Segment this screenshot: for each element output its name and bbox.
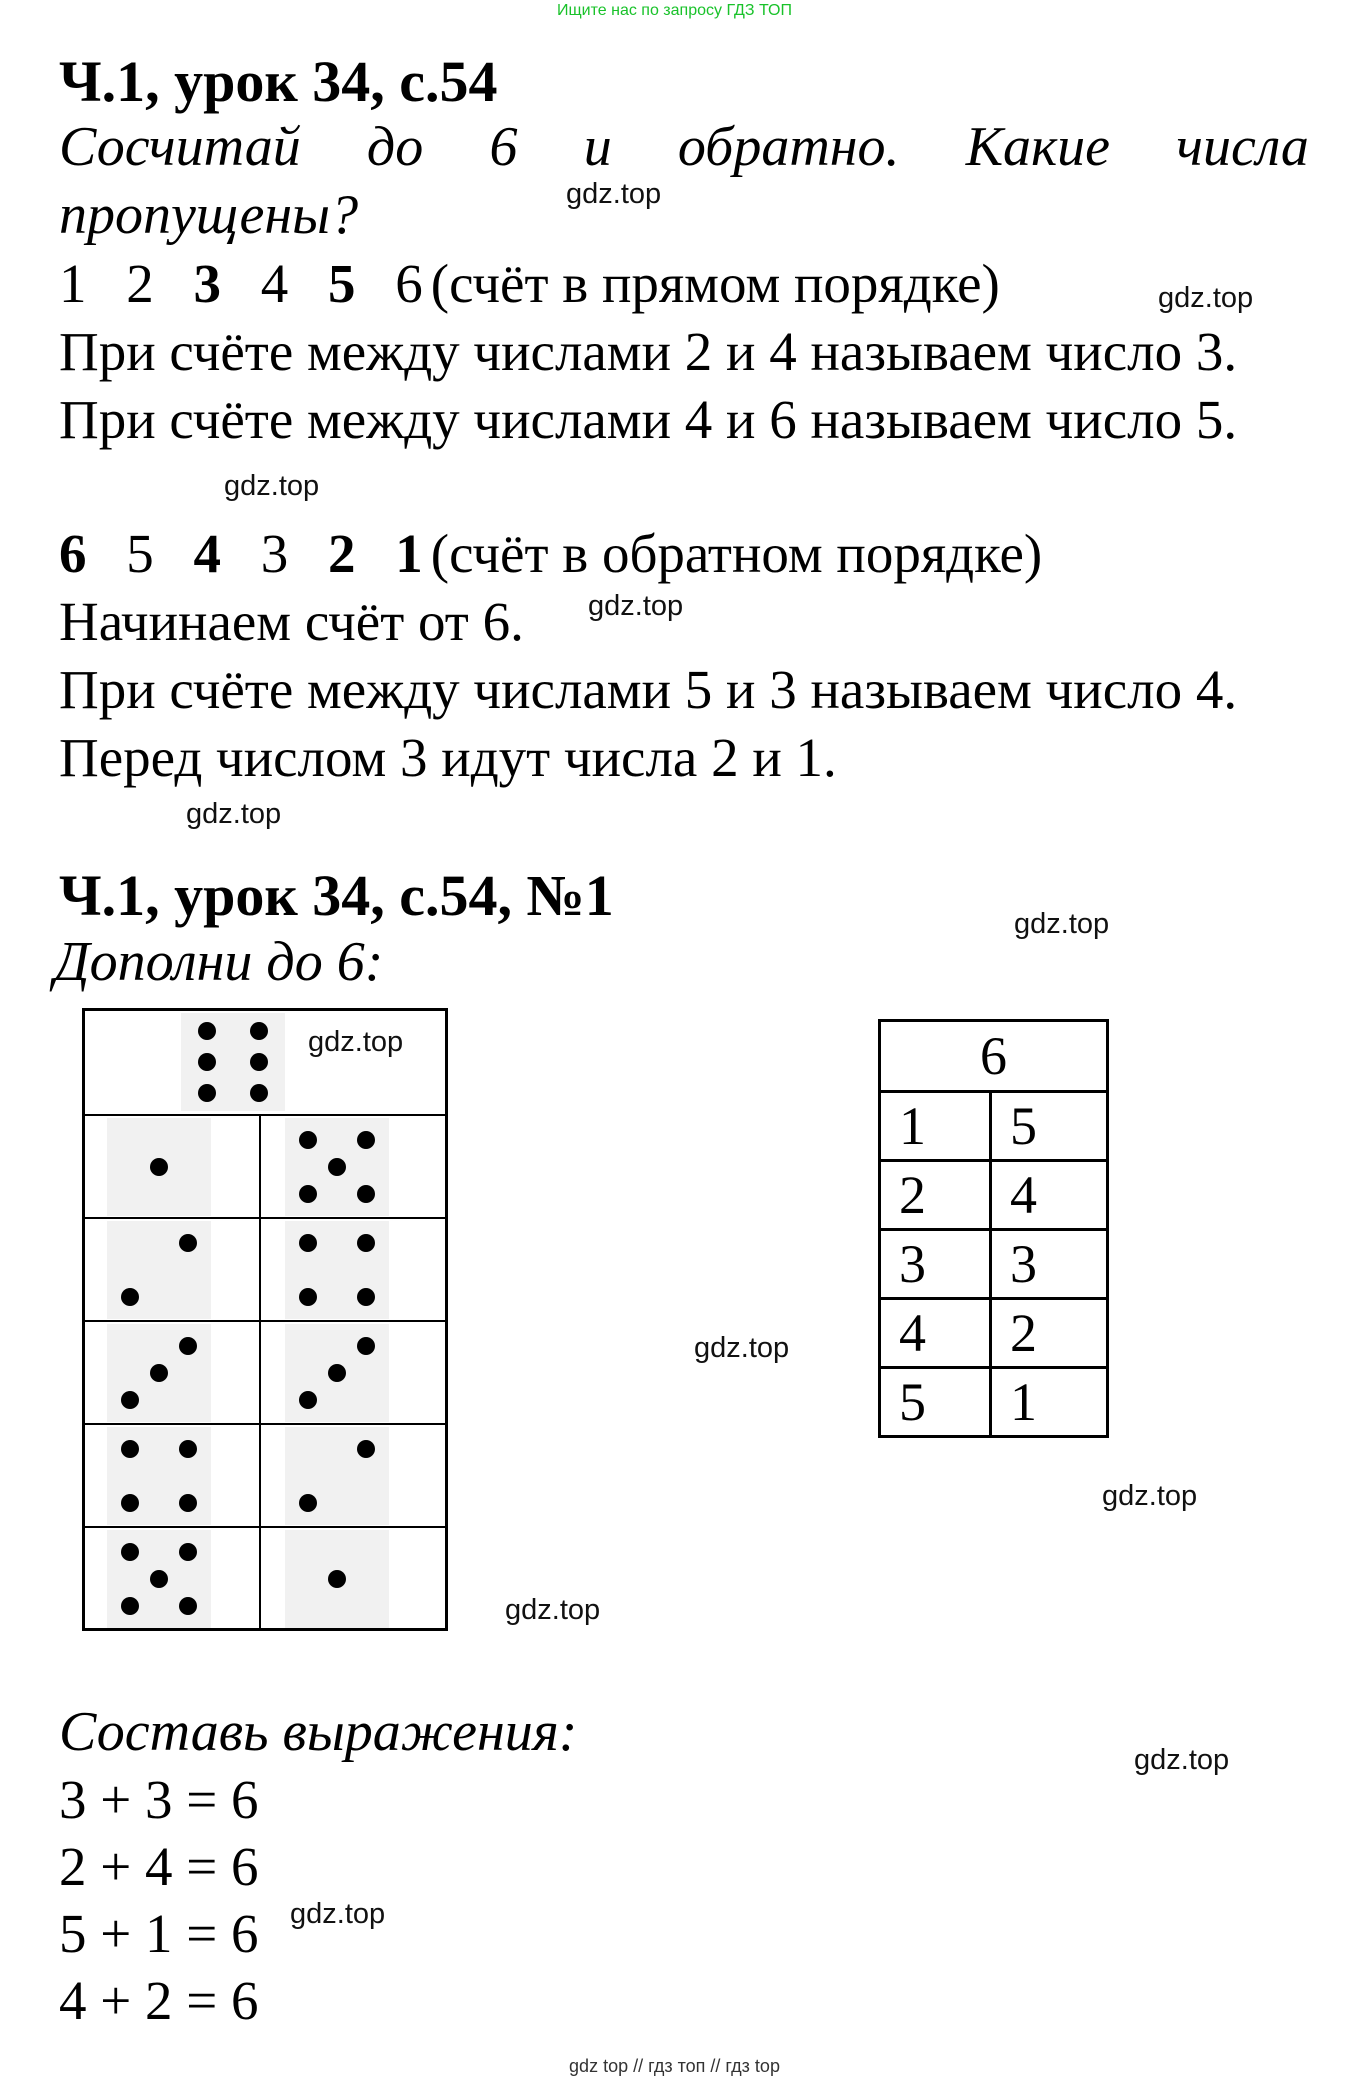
watermark: gdz.top (1134, 1744, 1230, 1776)
dice-divider (259, 1219, 261, 1322)
task-word: числа (1176, 116, 1309, 178)
explain-line-a: При счёте между числами 2 и 4 называем число 3. (59, 321, 1238, 382)
expression: 2 + 4 = 6 (59, 1836, 259, 1897)
die-4-icon (107, 1427, 211, 1525)
backward-sequence (59, 522, 1042, 585)
explain-line-c: Начинаем счёт от 6. (59, 591, 524, 652)
die-pip (121, 1440, 139, 1458)
dice-row (85, 1423, 445, 1528)
watermark: gdz.top (224, 470, 320, 502)
die-pip (299, 1391, 317, 1409)
table-cell: 5 (880, 1368, 991, 1437)
dice-row (85, 1320, 445, 1425)
table-row (880, 1161, 1108, 1230)
section2-heading: Ч.1, урок 34, с.54, №1 (59, 863, 614, 928)
die-pip (150, 1158, 168, 1176)
die-pip (357, 1234, 375, 1252)
die-4-icon (285, 1221, 389, 1319)
seq-number: 5 (126, 523, 154, 584)
die-5-icon (285, 1118, 389, 1216)
footer: gdz top // гдз топ // гдз top (569, 2056, 780, 2076)
die-pip (121, 1494, 139, 1512)
die-pip (299, 1185, 317, 1203)
die-5-icon (107, 1530, 211, 1628)
dice-row (85, 1526, 445, 1631)
die-pip (121, 1391, 139, 1409)
table-cell: 4 (880, 1299, 991, 1368)
table-row (880, 1230, 1108, 1299)
die-pip (250, 1053, 268, 1071)
expression: 3 + 3 = 6 (59, 1769, 259, 1830)
die-pip (150, 1364, 168, 1382)
die-pip (328, 1570, 346, 1588)
forward-note: (счёт в прямом порядке) (430, 253, 1000, 314)
die-pip (150, 1570, 168, 1588)
die-1-icon (285, 1530, 389, 1628)
die-1-icon (107, 1118, 211, 1216)
seq-number-missing: 4 (193, 523, 221, 584)
task-line-2: пропущены? (59, 184, 359, 246)
section2-task: Дополни до 6: (54, 931, 384, 993)
expression: 4 + 2 = 6 (59, 1970, 259, 2031)
watermark: gdz.top (308, 1026, 404, 1058)
watermark: gdz.top (1158, 282, 1254, 314)
seq-number: 2 (126, 253, 154, 314)
dice-divider (259, 1116, 261, 1219)
explain-line-d: При счёте между числами 5 и 3 называем число 4. (59, 659, 1238, 720)
task-word: и (583, 116, 612, 178)
die-pip (179, 1337, 197, 1355)
seq-number-missing: 6 (59, 523, 87, 584)
complement-table (878, 1019, 1109, 1438)
watermark: gdz.top (1102, 1480, 1198, 1512)
die-pip (328, 1158, 346, 1176)
table-cell: 2 (880, 1161, 991, 1230)
die-2-icon (285, 1427, 389, 1525)
table-cell: 2 (991, 1299, 1108, 1368)
task-word: до (366, 116, 424, 178)
die-pip (357, 1440, 375, 1458)
forward-sequence (59, 252, 1000, 315)
watermark: gdz.top (1014, 908, 1110, 940)
die-3-icon (285, 1324, 389, 1422)
die-pip (357, 1288, 375, 1306)
dice-row (85, 1217, 445, 1322)
dice-divider (259, 1322, 261, 1425)
task-word: Сосчитай (59, 116, 301, 178)
seq-number: 1 (59, 253, 87, 314)
seq-number-missing: 1 (395, 523, 423, 584)
die-pip (357, 1185, 375, 1203)
table-row (880, 1299, 1108, 1368)
die-6-icon (181, 1013, 285, 1111)
die-pip (250, 1084, 268, 1102)
task-word: 6 (489, 116, 518, 178)
die-pip (299, 1494, 317, 1512)
die-pip (179, 1597, 197, 1615)
die-pip (198, 1053, 216, 1071)
table-row (880, 1092, 1108, 1161)
explain-line-e: Перед числом 3 идут числа 2 и 1. (59, 727, 837, 788)
watermark: gdz.top (588, 590, 684, 622)
table-cell: 3 (991, 1230, 1108, 1299)
die-pip (299, 1131, 317, 1149)
die-pip (299, 1288, 317, 1306)
die-pip (198, 1022, 216, 1040)
watermark: gdz.top (566, 178, 662, 210)
backward-note: (счёт в обратном порядке) (430, 523, 1043, 584)
die-pip (198, 1084, 216, 1102)
seq-number-missing: 2 (328, 523, 356, 584)
die-pip (250, 1022, 268, 1040)
task-word: обратно. (677, 116, 900, 178)
section1-heading: Ч.1, урок 34, с.54 (59, 49, 498, 114)
watermark: gdz.top (505, 1594, 601, 1626)
die-2-icon (107, 1221, 211, 1319)
watermark: gdz.top (290, 1898, 386, 1930)
table-cell: 4 (991, 1161, 1108, 1230)
table-cell: 5 (991, 1092, 1108, 1161)
top-banner: Ищите нас по запросу ГДЗ ТОП (557, 2, 792, 19)
table-cell: 3 (880, 1230, 991, 1299)
table-cell: 1 (991, 1368, 1108, 1437)
die-pip (299, 1234, 317, 1252)
table-row (880, 1368, 1108, 1437)
watermark: gdz.top (186, 798, 282, 830)
dice-divider (259, 1425, 261, 1528)
seq-number: 6 (395, 253, 423, 314)
dice-row (85, 1114, 445, 1219)
seq-number: 3 (260, 523, 289, 584)
die-pip (121, 1597, 139, 1615)
task-line-1 (59, 115, 1309, 179)
die-pip (179, 1440, 197, 1458)
die-pip (328, 1364, 346, 1382)
dice-divider (259, 1528, 261, 1631)
task-word: Какие (965, 116, 1111, 178)
die-pip (179, 1543, 197, 1561)
die-3-icon (107, 1324, 211, 1422)
expressions-title: Составь выражения: (59, 1701, 578, 1763)
dice-grid (82, 1008, 448, 1631)
seq-number-missing: 5 (328, 253, 356, 314)
die-pip (357, 1337, 375, 1355)
die-pip (179, 1494, 197, 1512)
seq-number-missing: 3 (193, 253, 221, 314)
explain-line-b: При счёте между числами 4 и 6 называем число 5. (59, 389, 1238, 450)
table-header: 6 (880, 1021, 1108, 1092)
die-pip (357, 1131, 375, 1149)
watermark: gdz.top (694, 1332, 790, 1364)
die-pip (121, 1543, 139, 1561)
table-cell: 1 (880, 1092, 991, 1161)
die-pip (179, 1234, 197, 1252)
die-pip (121, 1288, 139, 1306)
seq-number: 4 (260, 253, 289, 314)
expression: 5 + 1 = 6 (59, 1903, 259, 1964)
